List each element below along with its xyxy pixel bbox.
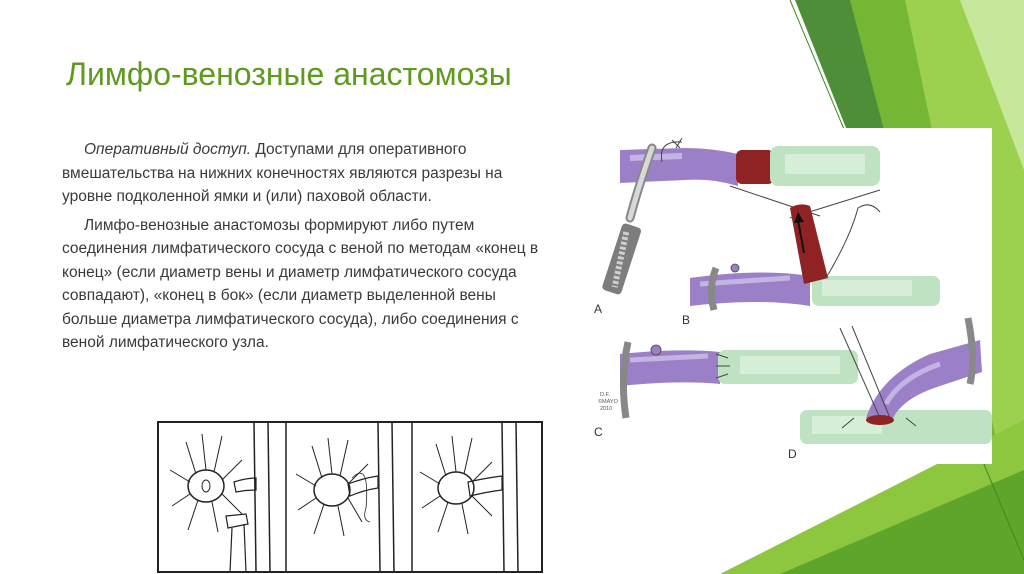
credit-line-3: 2010: [600, 406, 613, 412]
lymph-node-anastomosis-drawing: [156, 420, 544, 574]
credit-line-2: ©MAYO: [598, 399, 618, 405]
panel-label-d: D: [788, 447, 797, 461]
panel-label-c: C: [594, 425, 603, 439]
credit-line-1: D.F.: [600, 392, 610, 398]
paragraph-access: [62, 138, 552, 209]
paragraph-access-lead: Оперативный доступ.: [84, 141, 252, 158]
panel-label-a: A: [594, 302, 603, 316]
paragraph-access-text: Доступами для оперативного вмешательства на нижних конечностях являются разрезы на уровне подколенной ямки и (или) паховой области.: [62, 141, 503, 205]
anastomosis-illustration: [590, 128, 992, 464]
slide-title: Лимфо-венозные анастомозы: [66, 56, 512, 92]
paragraph-anastomoses: Лимфо-венозные анастомозы формируют либо путем соединения лимфатического сосуда с веной по методам «конец в конец» (если диаметр вены и диаметр лимфатического сосуда совпадают), «конец в бок» (если диаметр выделенной вены больше диаметра лимфатического сосуда), либо соединения с веной лимфатического узла.: [62, 216, 539, 351]
body-text: [62, 138, 552, 360]
panel-label-b: B: [682, 313, 691, 327]
